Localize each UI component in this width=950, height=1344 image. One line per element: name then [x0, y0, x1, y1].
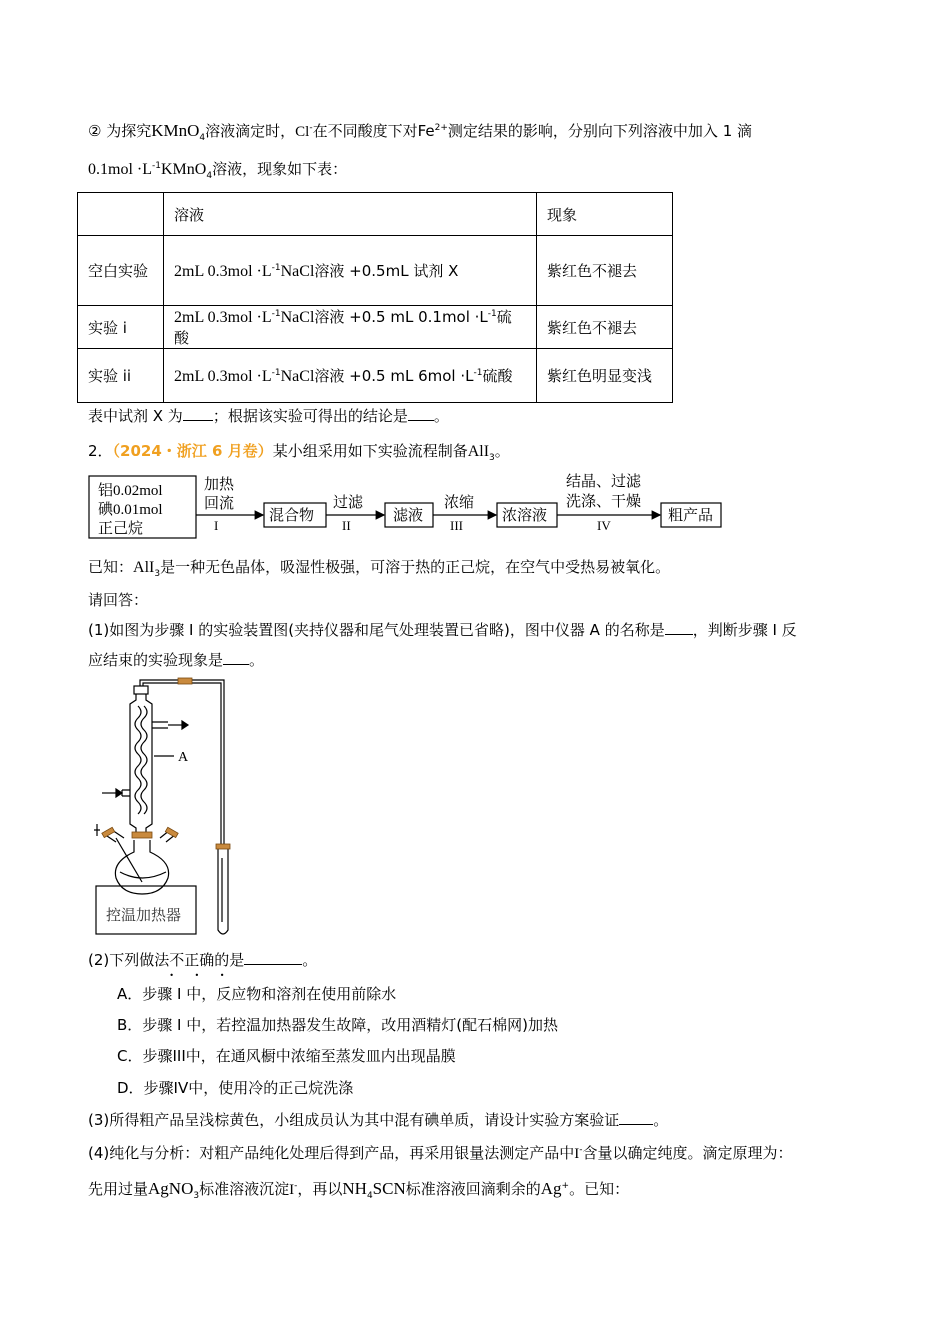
formula-iodide: I [574, 1146, 580, 1162]
table-cell-solution [164, 306, 537, 349]
text: 0.1mol ·L [88, 161, 152, 178]
answer-blank[interactable] [619, 1109, 653, 1125]
text: 2mL 0.3mol ·L [174, 368, 272, 385]
formula-kmno4: KMnO [160, 161, 207, 178]
q2-sub4-line1 [88, 1142, 793, 1165]
table-cell-name: 实验 ii [78, 349, 164, 403]
table-header-row [78, 193, 673, 236]
q2-sub3 [88, 1109, 668, 1131]
flow-step-number: I [214, 518, 219, 533]
row-name: 空白实验 [88, 261, 149, 280]
question-number: 2． [88, 442, 113, 460]
formula-scn: SCN [372, 1179, 406, 1198]
heater-label: 控温加热器 [106, 906, 182, 924]
text: 标准溶液回滴剩余的 [405, 1180, 541, 1198]
text: 应结束的实验现象是 [88, 651, 224, 669]
subscript: 4 [206, 171, 213, 181]
superscript: 2+ [434, 123, 448, 133]
q2-sub1-line2 [88, 649, 264, 671]
text: 不正确 [169, 951, 215, 969]
table-cell-solution [164, 349, 537, 403]
text: ② 为探究 [88, 122, 152, 140]
condenser-coil [135, 706, 141, 814]
flow-step-number: IV [597, 518, 611, 533]
text: ；根据该实验可得出的结论是 [212, 407, 408, 425]
q2-sub4-line2 [88, 1178, 629, 1201]
superscript: -1 [271, 368, 281, 378]
water-inlet [122, 790, 130, 796]
superscript: -1 [487, 309, 497, 319]
table-cell-name: 实验 i [78, 306, 164, 349]
text: 溶液滴定时， [205, 122, 296, 140]
text: 溶液 +0.5 mL 6mol ·L [314, 367, 474, 385]
flow-box-label: 混合物 [269, 508, 315, 524]
table-header-cell: 溶液 [164, 193, 537, 236]
option-b[interactable]: B．步骤 I 中，若控温加热器发生故障，改用酒精灯(配石棉网)加热 [117, 1016, 558, 1034]
text: 是一种无色晶体，吸湿性极强，可溶于热的正己烷，在空气中受热易被氧化。 [160, 558, 671, 576]
flow-step-label: 回流 [204, 496, 235, 512]
subscript: 3 [193, 1191, 200, 1201]
formula-cl: Cl [295, 124, 310, 140]
formula-nacl: NaCl [280, 368, 315, 385]
text: 某小组采用如下实验流程制备 [272, 442, 468, 460]
process-flowchart [86, 468, 726, 544]
q2-sub1-line1 [88, 619, 797, 641]
table-header-cell [78, 193, 164, 236]
table-row [78, 236, 673, 306]
text: 的是 [214, 951, 245, 969]
text: (1)如图为步骤 I 的实验装置图(夹持仪器和尾气处理装置已省略)，图中仪器 A 的名称是 [88, 621, 665, 639]
condenser-cap [134, 686, 148, 694]
q2-please-answer: 请回答： [88, 591, 149, 609]
condenser-coil [141, 706, 147, 814]
label-a: A [178, 750, 189, 765]
stopper-icon [165, 827, 178, 837]
outlet-tube-inner [143, 683, 221, 848]
formula-ag: Ag [540, 1179, 562, 1198]
flow-step-label: 过滤 [333, 495, 364, 511]
option-d[interactable]: D．步骤IV中，使用冷的正己烷洗涤 [117, 1079, 354, 1097]
text: (3)所得粗产品呈浅棕黄色，小组成员认为其中混有碘单质，请设计实验方案验证 [88, 1111, 620, 1129]
flow-start-line: 铝0.02mol [98, 483, 163, 499]
text: 先用过量 [88, 1180, 149, 1198]
liquid-level [120, 872, 166, 878]
text: 。 [433, 407, 449, 425]
formula-iodide: I [289, 1182, 295, 1198]
option-c[interactable]: C．步骤III中，在通风橱中浓缩至蒸发皿内出现晶膜 [117, 1047, 456, 1065]
q-prev-after-table [88, 405, 449, 427]
answer-blank[interactable] [223, 649, 249, 665]
formula-kmno4: KMnO [151, 121, 200, 140]
q-prev-line1 [88, 120, 752, 143]
q2-known [88, 556, 670, 579]
answer-blank[interactable] [244, 949, 302, 965]
text: 标准溶液沉淀 [199, 1180, 290, 1198]
q2-heading [88, 440, 510, 463]
superscript: -1 [473, 368, 483, 378]
flow-step-label: 浓缩 [444, 495, 475, 511]
text: 硫酸 [482, 367, 513, 385]
text: 溶液，现象如下表： [212, 160, 348, 178]
emphasis-dots: • • • [169, 971, 234, 980]
text: 2mL 0.3mol ·L [174, 263, 272, 280]
answer-blank[interactable] [408, 405, 434, 421]
text: 2mL 0.3mol ·L [174, 309, 272, 326]
formula-fe: Fe [417, 122, 435, 140]
table-cell-observation: 紫红色不褪去 [537, 306, 673, 349]
formula-nh4scn: NH [342, 1179, 367, 1198]
text: (4)纯化与分析：对粗产品纯化处理后得到产品，再采用银量法测定产品中 [88, 1144, 575, 1162]
flow-start-line: 正己烷 [98, 521, 144, 537]
text: 。 [494, 442, 510, 460]
answer-blank[interactable] [665, 619, 693, 635]
option-a[interactable]: A．步骤 I 中，反应物和溶剂在使用前除水 [117, 985, 397, 1003]
superscript: - [309, 123, 313, 133]
text: ，再以 [297, 1180, 343, 1198]
formula-agno3: AgNO [148, 1179, 194, 1198]
flow-box-label: 滤液 [393, 508, 424, 524]
flow-step-number: II [342, 518, 351, 533]
water-outlet [152, 722, 168, 728]
flow-step-label: 加热 [204, 477, 235, 493]
answer-blank[interactable] [183, 405, 213, 421]
table-cell-name [78, 236, 164, 306]
superscript: + [561, 1181, 570, 1191]
table-row [78, 349, 673, 403]
superscript: -1 [271, 263, 281, 273]
text: 。已知： [569, 1180, 630, 1198]
table-row [78, 306, 673, 349]
stopper-icon [132, 832, 152, 838]
text: 表中试剂 X 为 [88, 407, 183, 425]
flow-step-label: 洗涤、干燥 [566, 494, 642, 510]
subscript: 4 [366, 1191, 373, 1201]
flow-box-label: 浓溶液 [502, 508, 548, 524]
q-prev-line2 [88, 158, 347, 181]
flow-box-label: 粗产品 [668, 508, 714, 524]
formula-nacl: NaCl [280, 309, 315, 326]
reflux-condenser [130, 694, 152, 838]
subscript: 4 [199, 133, 206, 143]
question-source: （2024・浙江 6 月卷） [112, 442, 273, 460]
text: 已知： [88, 558, 134, 576]
formula-ali3: AlI [133, 559, 155, 576]
text: 含量以确定纯度。滴定原理为： [582, 1144, 793, 1162]
table-cell-solution [164, 236, 537, 306]
superscript: -1 [152, 161, 161, 171]
superscript: - [294, 1181, 298, 1191]
superscript: - [579, 1145, 583, 1155]
apparatus-figure [86, 672, 246, 944]
table-cell-observation: 紫红色明显变浅 [537, 349, 673, 403]
stopcock-icon [94, 824, 100, 836]
subscript: 3 [154, 569, 161, 579]
stopper-icon [216, 844, 230, 849]
text: 在不同酸度下对 [312, 122, 418, 140]
text: 。 [249, 651, 265, 669]
gas-tube [218, 848, 228, 934]
spacer [132, 754, 134, 756]
text: 。 [653, 1111, 669, 1129]
flow-step-label: 结晶、过滤 [566, 474, 642, 490]
text: 溶液 +0.5 mL 0.1mol ·L [314, 308, 488, 326]
superscript: -1 [271, 309, 281, 319]
text: ，判断步骤 I 反 [692, 621, 797, 639]
experiment-table [77, 192, 673, 403]
text: 测定结果的影响，分别向下列溶液中加入 1 滴 [447, 122, 753, 140]
text: 溶液 +0.5mL 试剂 X [314, 262, 459, 280]
text: 硫酸 [174, 308, 512, 347]
formula-ali3: AlI [467, 443, 490, 460]
arrowhead-icon [182, 721, 188, 729]
clamp-icon [178, 678, 192, 684]
text: (2)下列做法 [88, 951, 170, 969]
q2-sub2 [88, 949, 318, 980]
text: 。 [302, 951, 318, 969]
table-cell-observation: 紫红色不褪去 [537, 236, 673, 306]
stopper-icon [102, 827, 115, 837]
subscript: 3 [489, 453, 495, 463]
formula-nacl: NaCl [280, 263, 315, 280]
flow-step-number: III [450, 518, 463, 533]
table-header-cell: 现象 [537, 193, 673, 236]
flow-start-line: 碘0.01mol [98, 502, 163, 518]
arrowhead-icon [116, 789, 122, 797]
